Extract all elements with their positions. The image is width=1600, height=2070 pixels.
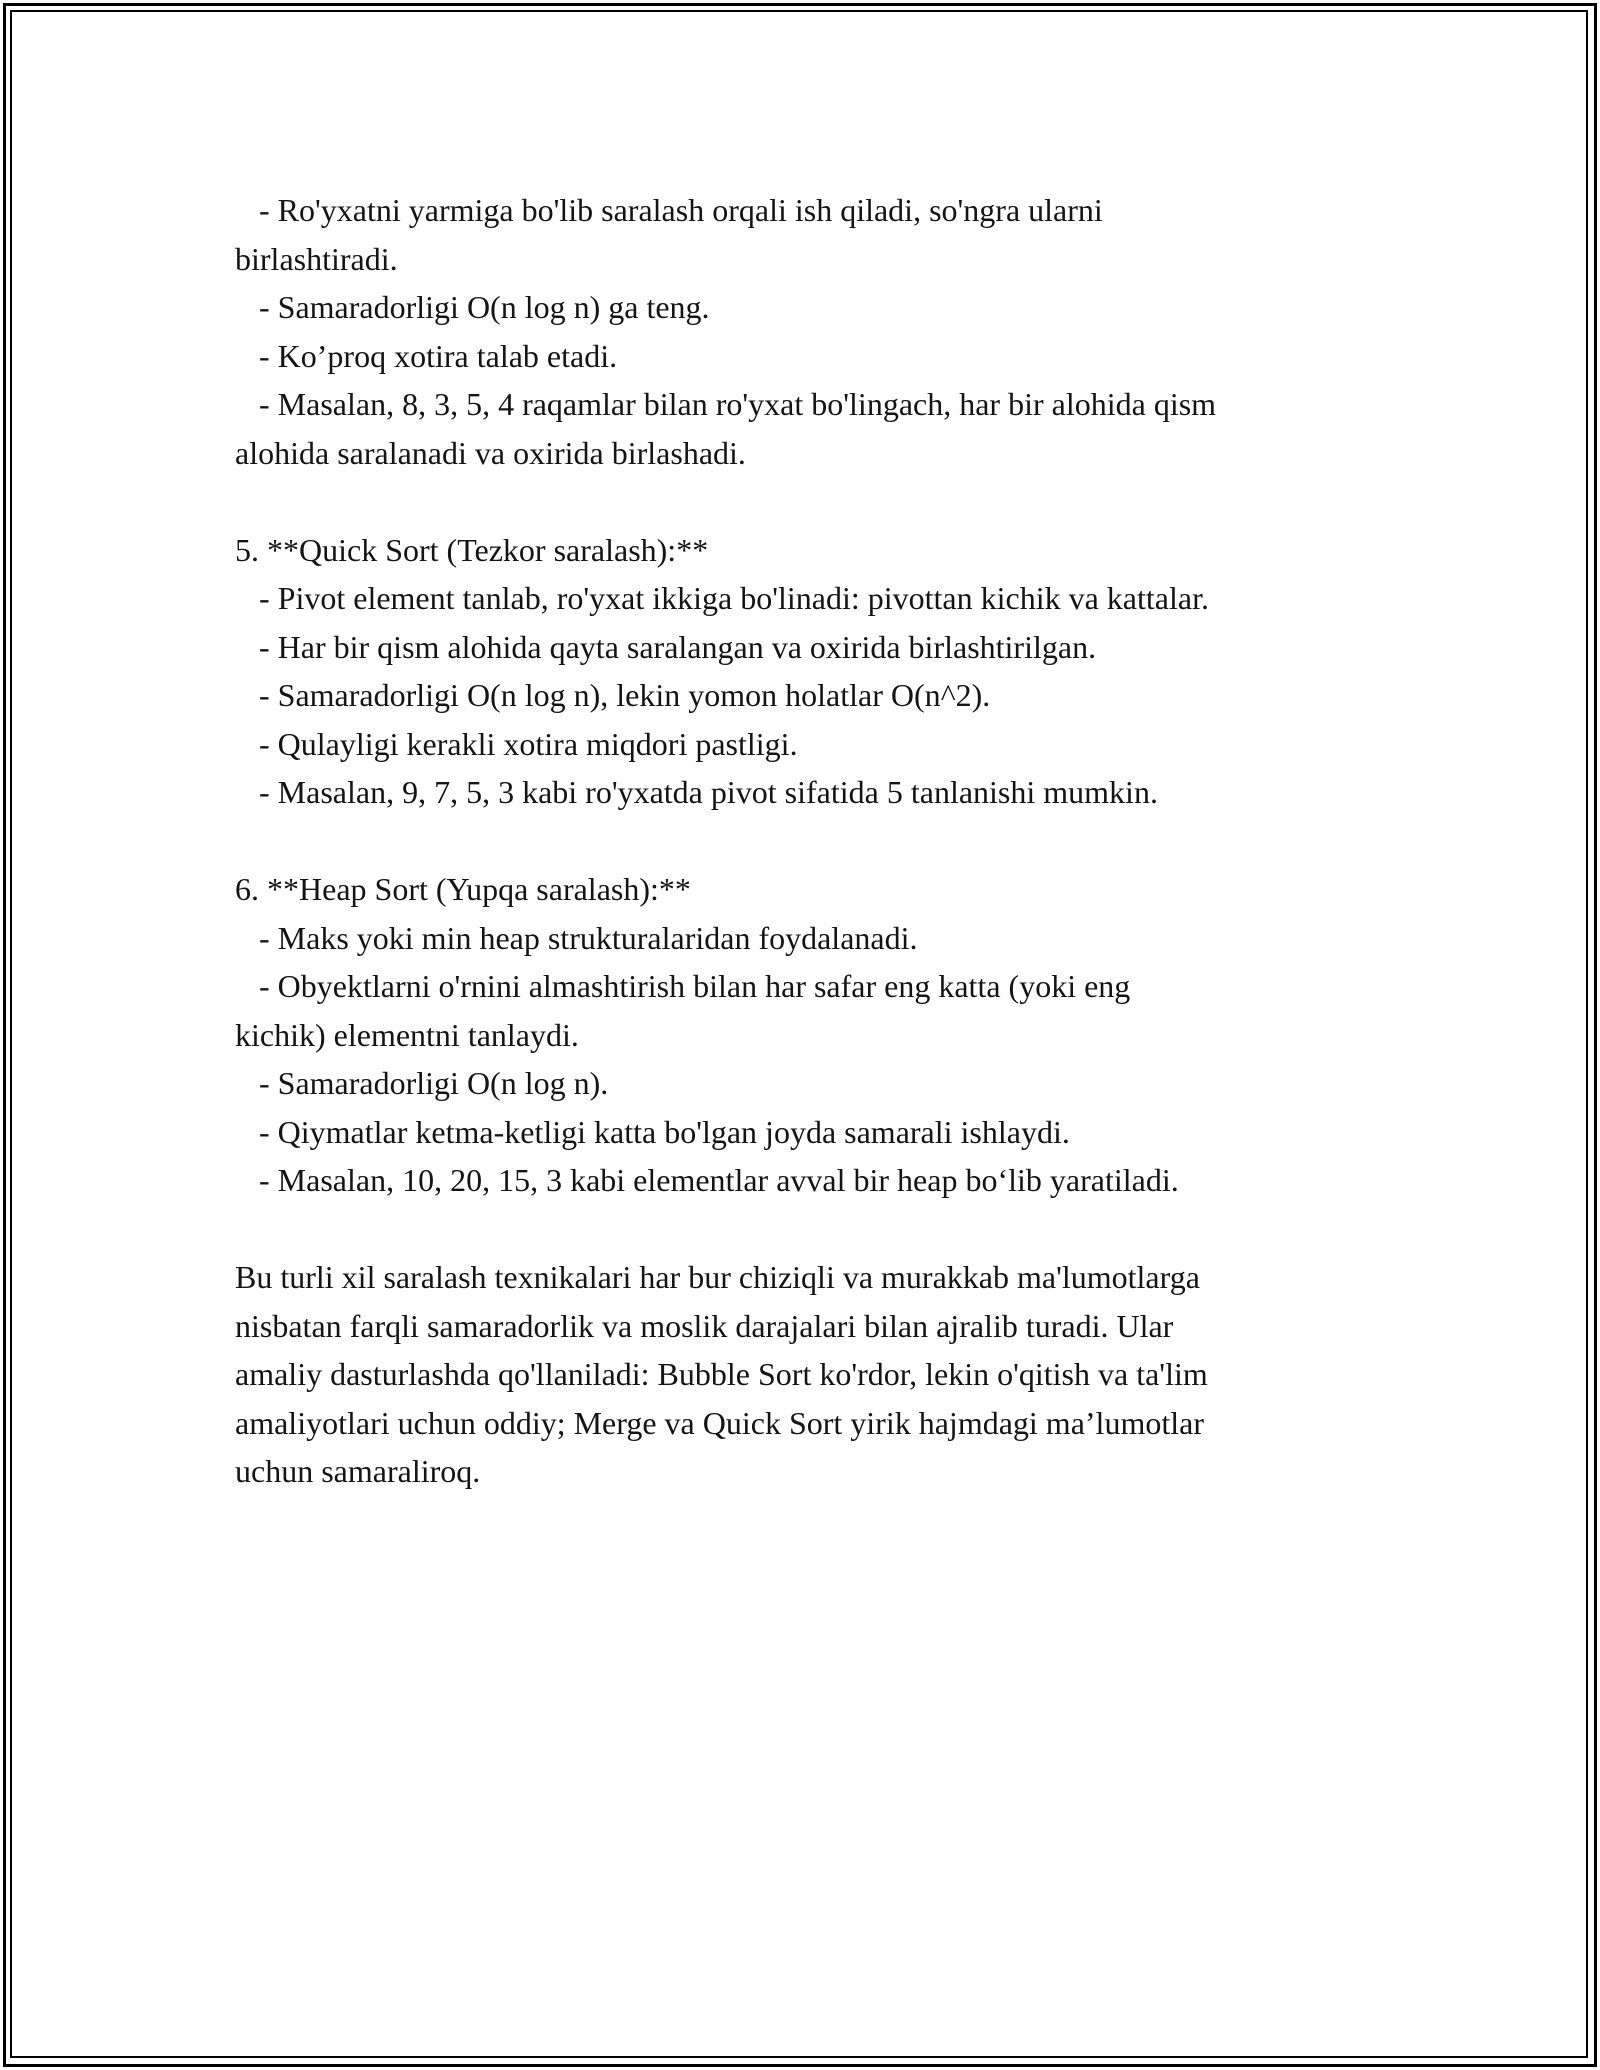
text-line: - Samaradorligi O(n log n). — [235, 1065, 609, 1101]
text-line: - Masalan, 9, 7, 5, 3 kabi ro'yxatda pivot sifatida 5 tanlanishi mumkin. — [235, 774, 1158, 810]
text-line: - Qulayligi kerakli xotira miqdori pastligi. — [235, 725, 798, 762]
text-line: - Maks yoki min heap strukturalaridan foydalanadi. — [235, 919, 918, 956]
text-line: - Pivot element tanlab, ro'yxat ikkiga bo'linadi: pivottan kichik va kattalar. — [235, 580, 1209, 616]
text-line: - Har bir qism alohida qayta saralangan va oxirida birlashtirilgan. — [235, 628, 1097, 665]
text-line: - Masalan, 8, 3, 5, 4 raqamlar bilan ro'yxat bo'lingach, har bir alohida qism — [235, 386, 1217, 422]
text-line: - Obyektlarni o'rnini almashtirish bilan har safar eng katta (yoki eng — [235, 968, 1131, 1004]
blank-line — [235, 477, 1385, 526]
section-heading-heap-sort: 6. **Heap Sort (Yupqa saralash):** — [235, 871, 691, 907]
summary-paragraph-line: amaliyotlari uchun oddiy; Merge va Quick Sort yirik hajmdagi ma’lumotlar — [235, 1404, 1204, 1441]
blank-line — [235, 1205, 1385, 1254]
text-line: - Ro'yxatni yarmiga bo'lib saralash orqali ish qiladi, so'ngra ularni — [235, 192, 1103, 228]
blank-line — [235, 817, 1385, 866]
section-heading-quick-sort: 5. **Quick Sort (Tezkor saralash):** — [235, 531, 709, 568]
text-line: - Qiymatlar ketma-ketligi katta bo'lgan joyda samarali ishlaydi. — [235, 1113, 1070, 1150]
text-line: - Samaradorligi O(n log n) ga teng. — [235, 289, 710, 325]
summary-paragraph-line: Bu turli xil saralash texnikalari har bur chiziqli va murakkab ma'lumotlarga — [235, 1259, 1200, 1295]
document-body — [235, 186, 1385, 1496]
text-line: - Ko’proq xotira talab etadi. — [235, 337, 618, 374]
text-line: alohida saralanadi va oxirida birlashadi. — [235, 434, 746, 471]
text-line: - Samaradorligi O(n log n), lekin yomon holatlar O(n^2). — [235, 677, 991, 713]
summary-paragraph-line: amaliy dasturlashda qo'llaniladi: Bubble Sort ko'rdor, lekin o'qitish va ta'lim — [235, 1356, 1208, 1392]
text-line: birlashtiradi. — [235, 240, 398, 277]
summary-paragraph-line: nisbatan farqli samaradorlik va moslik darajalari bilan ajralib turadi. Ular — [235, 1307, 1174, 1344]
text-line: - Masalan, 10, 20, 15, 3 kabi elementlar avval bir heap bo‘lib yaratiladi. — [235, 1162, 1179, 1198]
text-line: kichik) elementni tanlaydi. — [235, 1016, 579, 1053]
summary-paragraph-line: uchun samaraliroq. — [235, 1453, 481, 1489]
